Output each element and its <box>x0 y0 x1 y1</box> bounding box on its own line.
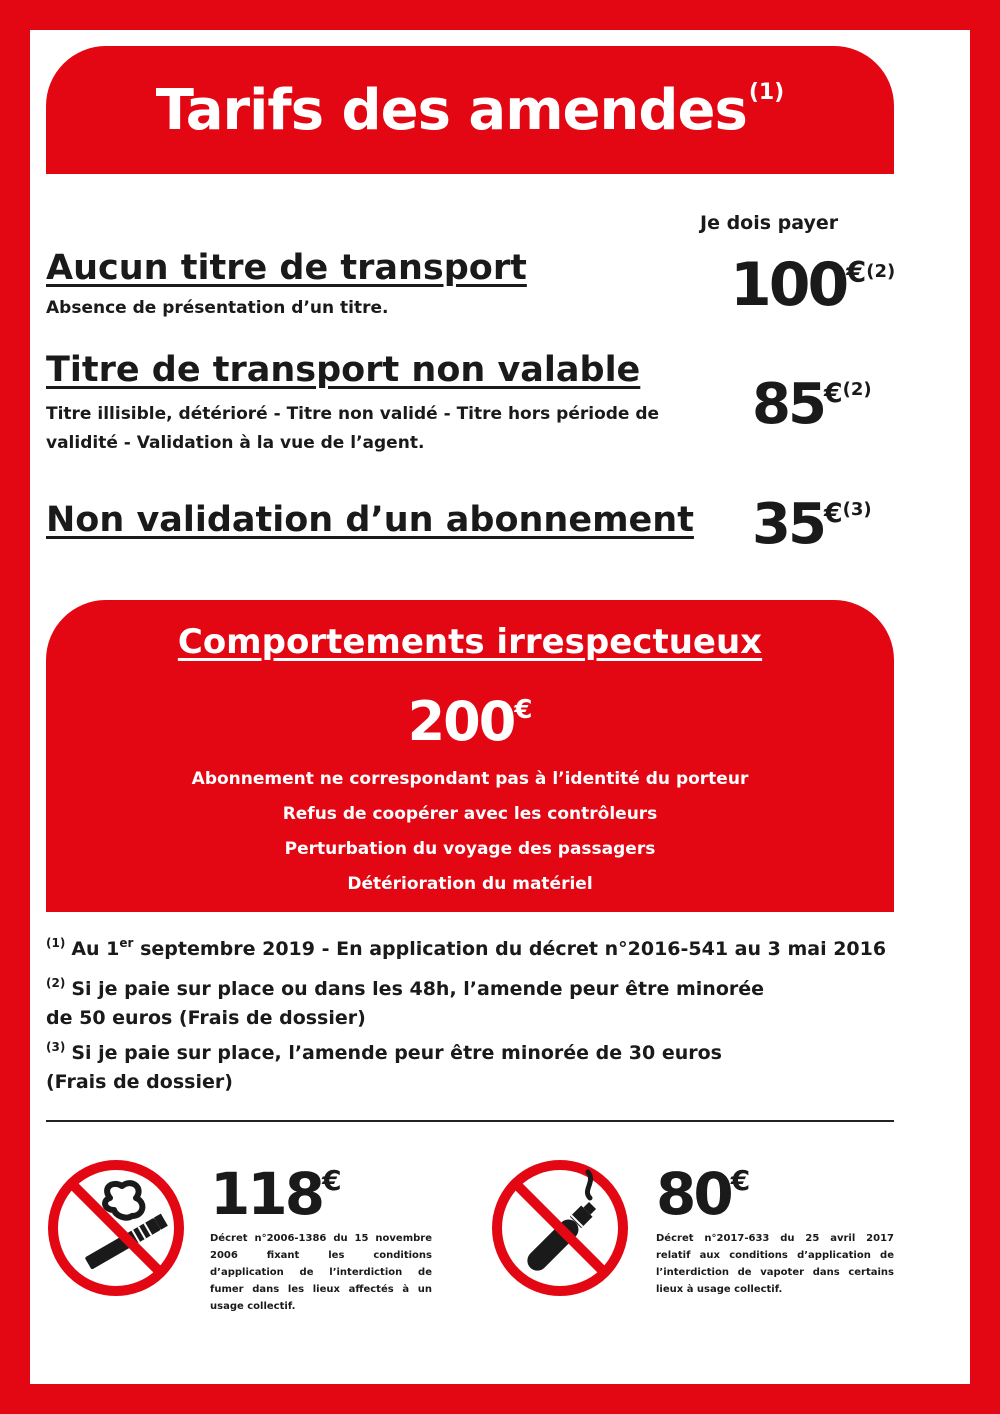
smoking-fine-amount: 118 <box>210 1160 323 1228</box>
footnote-1 <box>46 936 906 965</box>
footnote-2 <box>46 976 776 1032</box>
fine-description-invalid-ticket: Titre illisible, détérioré - Titre non validé - Titre hors période de validité - Validation à la vue de l’agent. <box>46 404 660 453</box>
smoking-fine-price <box>210 1160 342 1228</box>
fine-price-invalid-ticket <box>752 372 872 437</box>
fine-note-mark: (3) <box>842 499 872 520</box>
footnote-text: septembre 2019 - En application du décret n°2016-541 au 3 mai 2016 <box>133 938 887 960</box>
footnote-mark: (2) <box>46 976 66 990</box>
currency-symbol: € <box>322 1164 342 1197</box>
fine-title-subscription-not-validated: Non validation d’un abonnement <box>46 500 694 540</box>
behaviour-list <box>46 762 894 902</box>
currency-symbol: € <box>730 1164 751 1197</box>
page-title: Tarifs des amendes <box>155 77 747 143</box>
footnote-text: Si je paie sur place, l’amende peur être minorée de 30 euros (Frais de dossier) <box>46 1042 722 1093</box>
behaviour-price <box>46 690 894 753</box>
divider <box>46 1120 894 1122</box>
ordinal-suffix: er <box>119 936 134 950</box>
behaviour-box <box>46 600 894 912</box>
behaviour-title: Comportements irrespectueux <box>177 622 763 662</box>
vaping-fine-amount: 80 <box>656 1160 731 1228</box>
currency-symbol: € <box>846 254 867 289</box>
vaping-fine-price <box>656 1160 750 1228</box>
behaviour-item: Perturbation du voyage des passagers <box>284 839 656 859</box>
footnote-mark: (3) <box>46 1040 66 1054</box>
fine-title-no-ticket: Aucun titre de transport <box>46 248 527 288</box>
no-smoking-icon <box>46 1158 186 1298</box>
no-vaping-icon <box>490 1158 630 1298</box>
fine-price-no-ticket <box>730 250 895 320</box>
currency-symbol: € <box>823 497 843 529</box>
title-footnote-mark: (1) <box>748 79 785 105</box>
fine-note-mark: (2) <box>866 261 896 282</box>
fine-amount: 85 <box>752 372 824 437</box>
footnote-text: Au 1 <box>71 938 120 960</box>
header-banner <box>46 46 894 174</box>
behaviour-item: Détérioration du matériel <box>347 874 593 894</box>
behaviour-item: Abonnement ne correspondant pas à l’identité du porteur <box>191 769 749 789</box>
vaping-decree: Décret n°2017-633 du 25 avril 2017 relatif aux conditions d’application de l’interdiction de vapoter dans certains lieux à usage collectif. <box>656 1233 894 1295</box>
currency-symbol: € <box>823 377 843 409</box>
footnote-3 <box>46 1040 746 1096</box>
behaviour-item: Refus de coopérer avec les contrôleurs <box>282 804 658 824</box>
fine-price-subscription-not-validated <box>752 492 872 557</box>
fine-amount: 35 <box>752 492 824 557</box>
pay-label: Je dois payer <box>700 212 839 234</box>
smoking-decree: Décret n°2006-1386 du 15 novembre 2006 fixant les conditions d’application de l’interdiction de fumer dans les lieux affectés à un usage collectif. <box>210 1233 432 1312</box>
footnote-mark: (1) <box>46 936 66 950</box>
fine-note-mark: (2) <box>842 379 872 400</box>
currency-symbol: € <box>514 695 533 725</box>
fine-description-no-ticket: Absence de présentation d’un titre. <box>46 298 389 318</box>
fine-amount: 100 <box>730 250 847 320</box>
footnote-text: Si je paie sur place ou dans les 48h, l’amende peur être minorée de 50 euros (Frais de dossier) <box>46 978 765 1029</box>
fine-title-invalid-ticket: Titre de transport non valable <box>46 350 641 390</box>
behaviour-amount: 200 <box>407 690 515 753</box>
